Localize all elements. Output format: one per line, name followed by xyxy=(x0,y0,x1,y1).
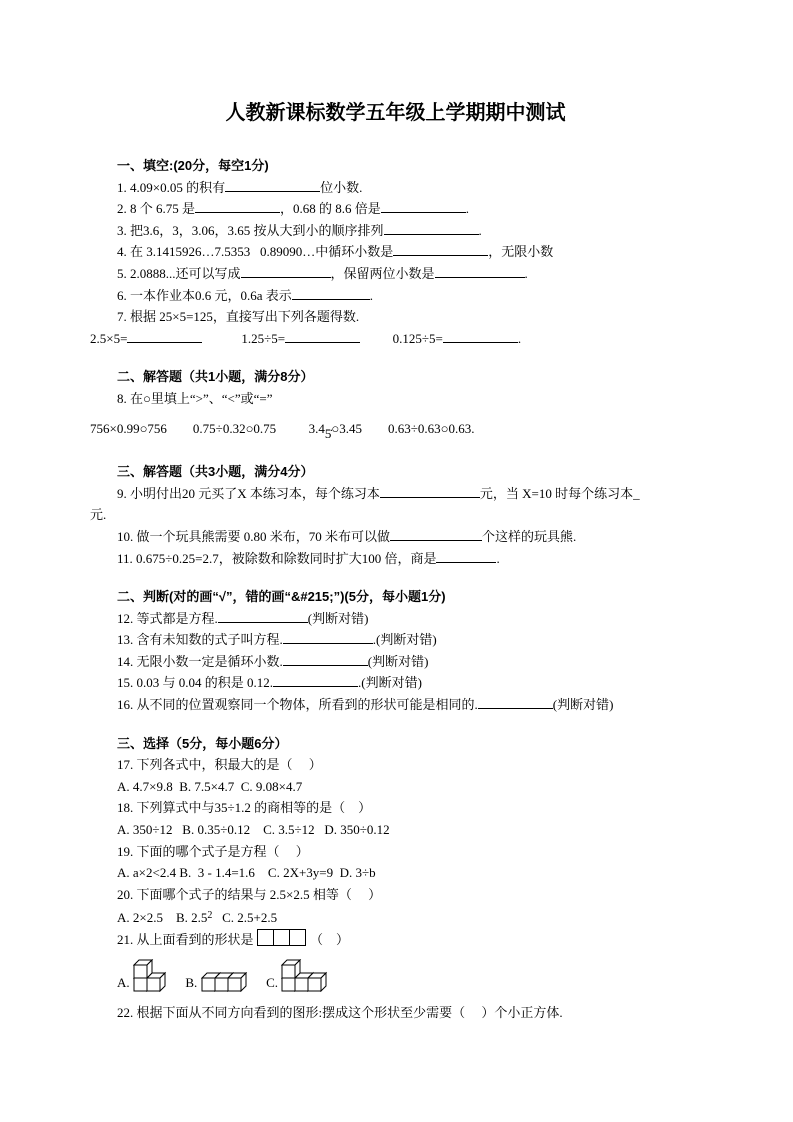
text-run: ○3.45 0.63÷0.63○0.63. xyxy=(331,420,475,436)
text-run: 元. xyxy=(90,507,107,523)
question-14 xyxy=(117,651,701,673)
text-run: . xyxy=(369,287,374,303)
question-22 xyxy=(117,1002,701,1024)
question-5 xyxy=(117,263,701,285)
document-body xyxy=(90,155,701,1023)
question-8 xyxy=(117,388,701,410)
text-run: 19. 下面的哪个式子是方程（ ） xyxy=(117,843,309,859)
text-run: 6. 一本作业本0.6 元，0.6a 表示 xyxy=(117,287,292,303)
text-run: ，保留两位小数是 xyxy=(330,265,435,281)
question-7 xyxy=(117,306,701,328)
text-run: C. xyxy=(246,975,282,990)
text-run: 4. 在 3.1415926…7.5353 0.89090…中循环小数是 xyxy=(117,244,394,260)
text-run: 元，当 X=10 时每个练习本_ xyxy=(479,485,640,501)
text-run: 个这样的玩具熊. xyxy=(482,528,577,544)
blank-underline xyxy=(478,695,553,709)
text-run: 12. 等式都是方程. xyxy=(117,610,218,626)
text-run: 2.5×5= xyxy=(90,330,128,346)
superscript-digit: 2 xyxy=(207,910,213,922)
text-run: . xyxy=(524,265,528,281)
text-run: （ ） xyxy=(306,932,350,947)
text-run: 三、解答题（共3小题，满分4分） xyxy=(117,464,314,480)
text-run: . xyxy=(517,330,522,346)
text-run: 5. 2.0888...还可以写成 xyxy=(117,265,241,281)
text-run: A. 350÷12 B. 0.35÷0.12 C. 3.5÷12 D. 350÷0.12 xyxy=(117,822,390,838)
blank-underline xyxy=(283,630,373,644)
text-run: . xyxy=(465,201,470,217)
question-7-expressions xyxy=(90,328,701,350)
text-run: 22. 根据下面从不同方向看到的图形:摆成这个形状至少需要（ ）个小正方体. xyxy=(117,1004,563,1020)
text-run: 18. 下列算式中与35÷1.2 的商相等的是（ ） xyxy=(117,800,372,816)
blank-underline xyxy=(443,329,518,343)
blank-underline xyxy=(218,609,308,623)
question-9-continued xyxy=(90,504,701,526)
section-heading-choice xyxy=(117,733,701,755)
question-6 xyxy=(117,285,701,307)
blank-underline xyxy=(381,199,466,213)
question-13 xyxy=(117,629,701,651)
text-run: A. xyxy=(117,975,133,990)
blank-underline xyxy=(127,329,202,343)
text-run: 13. 含有未知数的式子叫方程. xyxy=(117,632,283,648)
question-4 xyxy=(117,241,701,263)
text-run: 三、选择（5分，每小题6分） xyxy=(117,735,288,751)
text-run: ，0.68 的 8.6 倍是 xyxy=(280,201,381,217)
text-run: . xyxy=(496,550,500,566)
text-run: 3. 把3.6，3，3.06，3.65 按从大到小的顺序排列 xyxy=(117,222,384,238)
blank-underline xyxy=(436,549,496,563)
question-18 xyxy=(117,797,701,819)
blank-underline xyxy=(283,652,368,666)
question-9 xyxy=(117,483,701,505)
cube-figure-a xyxy=(133,959,166,994)
question-11 xyxy=(117,548,701,570)
blank-underline xyxy=(390,527,482,541)
blank-underline xyxy=(292,286,370,300)
question-17-options xyxy=(117,776,701,798)
blank-underline xyxy=(435,264,525,278)
question-8-expressions xyxy=(90,418,701,445)
text-run: 8. 在○里填上“>”、“<”或“=” xyxy=(117,390,273,406)
text-run: 位小数. xyxy=(320,179,363,195)
text-run: 756×0.99○756 0.75÷0.32○0.75 3.4 xyxy=(90,420,325,436)
text-run: 11. 0.675÷0.25=2.7，被除数和除数同时扩大100 倍，商是 xyxy=(117,550,437,566)
question-20-options xyxy=(117,905,701,929)
text-run: 10. 做一个玩具熊需要 0.80 米布，70 米布可以做 xyxy=(117,528,391,544)
blank-underline xyxy=(384,221,479,235)
text-run: ，无限小数 xyxy=(488,244,554,260)
text-run: 1. 4.09×0.05 的积有 xyxy=(117,179,226,195)
text-run: A. a×2<2.4 B. 3 - 1.4=1.6 C. 2X+3y=9 D. 3÷b xyxy=(117,865,376,881)
text-run: 17. 下列各式中，积最大的是（ ） xyxy=(117,757,322,773)
section-heading-answer-2 xyxy=(117,461,701,483)
text-run: 7. 根据 25×5=125，直接写出下列各题得数. xyxy=(117,309,360,325)
question-12 xyxy=(117,608,701,630)
question-3 xyxy=(117,220,701,242)
text-run: 0.125÷5= xyxy=(360,330,443,346)
text-run: C. 2.5+2.5 xyxy=(212,910,278,926)
text-run: 2. 8 个 6.75 是 xyxy=(117,201,196,217)
three-squares-figure xyxy=(257,929,307,951)
page-title: 人教新课标数学五年级上学期期中测试 xyxy=(225,102,566,124)
question-19-options xyxy=(117,862,701,884)
text-run: .(判断对错) xyxy=(358,675,422,691)
question-19 xyxy=(117,841,701,863)
question-17 xyxy=(117,754,701,776)
text-run: 14. 无限小数一定是循环小数. xyxy=(117,653,283,669)
blank-underline xyxy=(380,484,480,498)
blank-underline xyxy=(225,178,320,192)
blank-underline xyxy=(273,673,358,687)
text-run: . xyxy=(478,222,482,238)
text-run: 9. 小明付出20 元买了X 本练习本，每个练习本 xyxy=(117,485,380,501)
text-run: 20. 下面哪个式子的结果与 2.5×2.5 相等（ ） xyxy=(117,886,382,902)
blank-underline xyxy=(241,264,331,278)
section-heading-fill-blanks xyxy=(117,155,701,177)
text-run: 21. 从上面看到的形状是 xyxy=(117,932,257,947)
question-21-options xyxy=(117,959,701,994)
question-16 xyxy=(117,694,701,716)
text-run: (判断对错) xyxy=(307,610,369,626)
text-run: A. 4.7×9.8 B. 7.5×4.7 C. 9.08×4.7 xyxy=(117,778,303,794)
cube-figure-c xyxy=(281,959,327,994)
blank-underline xyxy=(195,199,280,213)
question-10 xyxy=(117,526,701,548)
section-heading-answer-1 xyxy=(117,366,701,388)
question-20 xyxy=(117,884,701,906)
text-run: (判断对错) xyxy=(367,653,429,669)
text-run: 1.25÷5= xyxy=(202,330,286,346)
text-run: 二、判断(对的画“√”，错的画“&#215;”)(5分，每小题1分) xyxy=(117,589,446,605)
section-heading-judge xyxy=(117,586,701,608)
question-18-options xyxy=(117,819,701,841)
question-21 xyxy=(117,929,701,951)
question-2 xyxy=(117,198,701,220)
blank-underline xyxy=(285,329,360,343)
question-15 xyxy=(117,672,701,694)
text-run: 一、填空:(20分，每空1分) xyxy=(117,158,269,173)
text-run: 二、解答题（共1小题，满分8分） xyxy=(117,369,314,385)
text-run: (判断对错) xyxy=(552,697,614,713)
text-run: 15. 0.03 与 0.04 的积是 0.12. xyxy=(117,675,274,691)
text-run: .(判断对错) xyxy=(372,632,437,648)
text-run: A. 2×2.5 B. 2.5 xyxy=(117,910,208,926)
subscript-digit: 5̇ xyxy=(324,425,332,441)
text-run: B. xyxy=(165,975,201,990)
blank-underline xyxy=(393,242,488,256)
text-run: 16. 从不同的位置观察同一个物体，所看到的形状可能是相同的. xyxy=(117,697,478,713)
question-1 xyxy=(117,177,701,199)
cube-figure-b xyxy=(201,972,247,994)
